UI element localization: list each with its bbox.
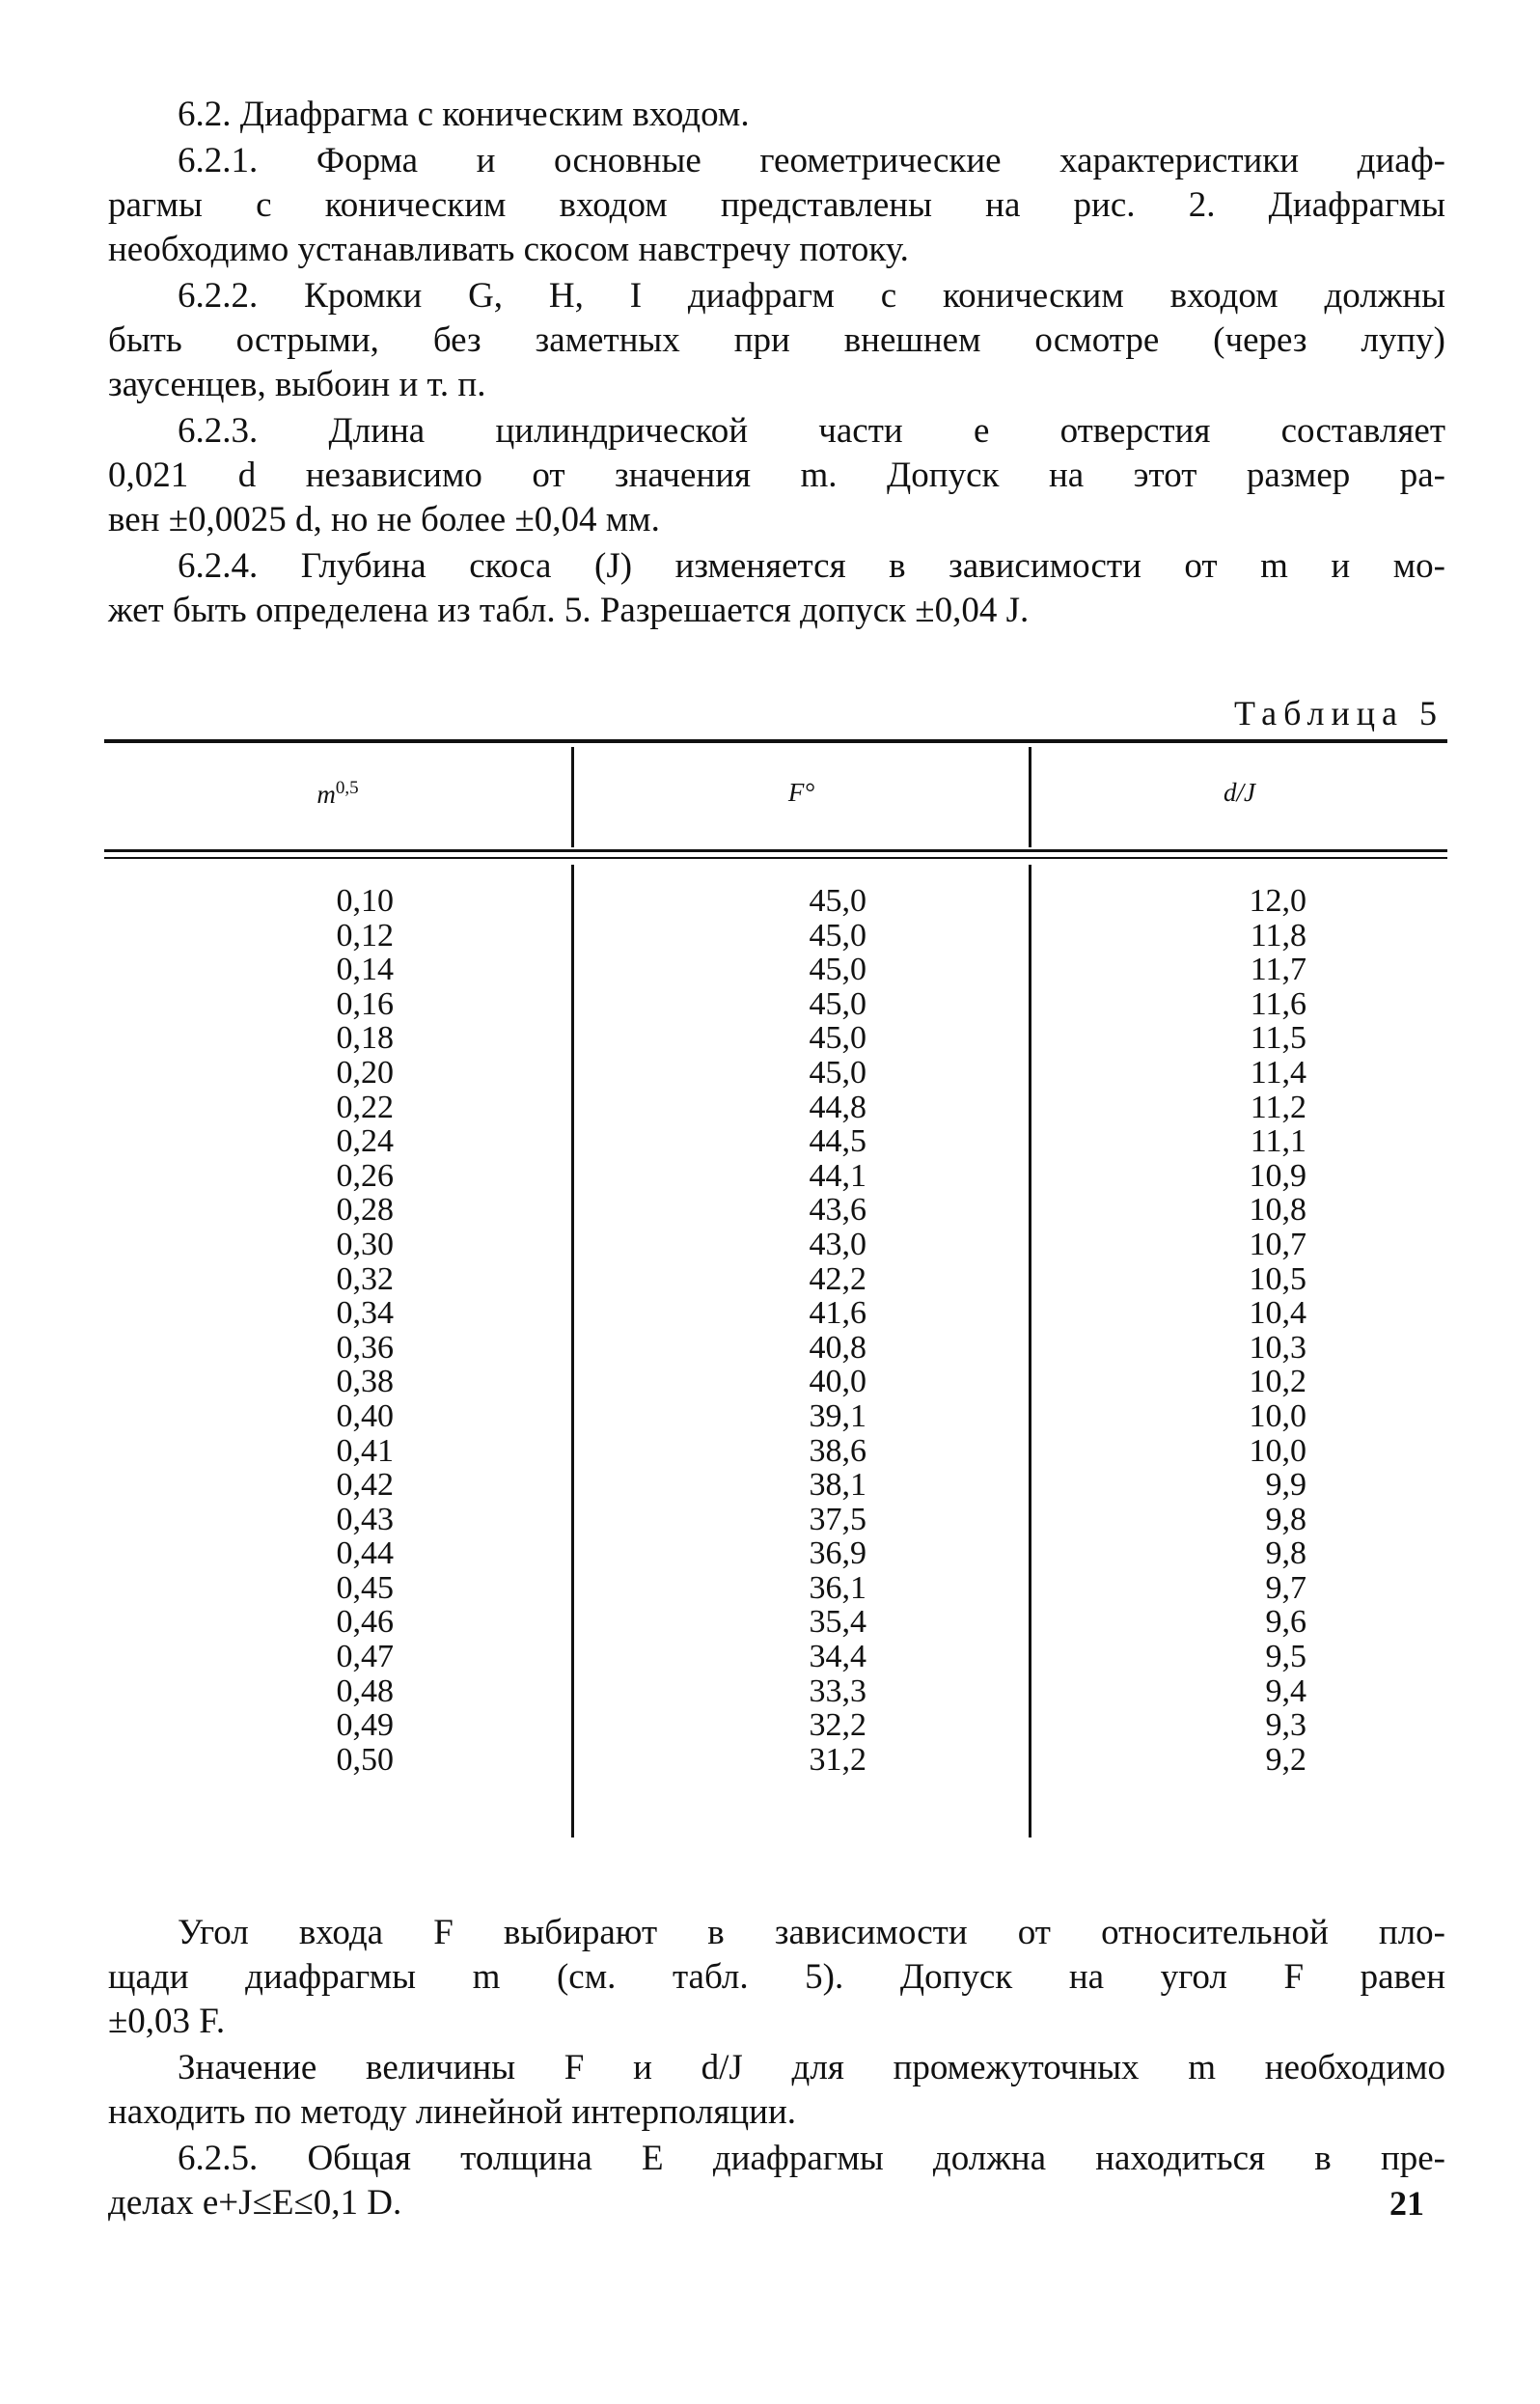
table-cell: 0,41	[336, 1432, 394, 1469]
table-cell: 0,34	[336, 1295, 394, 1332]
table-cell: 0,24	[336, 1123, 394, 1160]
table-cell: 0,47	[336, 1639, 394, 1675]
paragraph	[108, 544, 1445, 633]
table-cell: 0,49	[336, 1707, 394, 1744]
table-cell: 10,5	[1249, 1260, 1306, 1297]
text-line: вен ±0,0025 d, но не более ±0,04 мм.	[108, 500, 660, 539]
table-cell: 9,6	[1265, 1604, 1306, 1641]
table-cell: 32,2	[809, 1707, 866, 1744]
table-cell: 37,5	[809, 1501, 866, 1537]
table-cell: 0,16	[336, 985, 394, 1022]
table-cell: 10,3	[1249, 1329, 1306, 1366]
table-cell: 10,7	[1249, 1226, 1306, 1262]
table-cell: 45,0	[809, 1020, 866, 1057]
table-cell: 10,0	[1249, 1397, 1306, 1434]
table-cell: 45,0	[809, 1054, 866, 1091]
table-cell: 0,10	[336, 883, 394, 919]
table-cell: 11,8	[1250, 917, 1306, 953]
table-divider	[571, 865, 574, 1838]
text-line: 0,021 d независимо от значения m. Допуск на этот размер ра-	[108, 456, 1445, 495]
text-line: делах e+J≤E≤0,1 D.	[108, 2183, 402, 2223]
table-cell: 38,6	[809, 1432, 866, 1469]
table-cell: 0,14	[336, 952, 394, 988]
text-line: жет быть определена из табл. 5. Разрешается допуск ±0,04 J.	[108, 591, 1030, 630]
table-cell: 10,4	[1249, 1295, 1306, 1332]
text-line: Угол входа F выбирают в зависимости от относительной пло-	[178, 1913, 1445, 1952]
table-cell: 0,50	[336, 1741, 394, 1778]
table-cell: 11,2	[1250, 1089, 1306, 1125]
paragraph	[108, 1911, 1445, 2044]
table-header-d-over-j: d/J	[1224, 778, 1255, 807]
table-cell: 0,42	[336, 1467, 394, 1504]
table-cell: 44,8	[809, 1089, 866, 1125]
table-5	[104, 739, 1447, 1839]
table-caption: Таблица 5	[1234, 694, 1444, 732]
table-top-rule	[104, 739, 1447, 743]
table-cell: 34,4	[809, 1639, 866, 1675]
table-cell: 44,1	[809, 1157, 866, 1194]
table-cell: 11,1	[1250, 1123, 1306, 1160]
table-cell: 45,0	[809, 917, 866, 953]
table-cell: 42,2	[809, 1260, 866, 1297]
table-cell: 10,9	[1249, 1157, 1306, 1194]
table-cell: 39,1	[809, 1397, 866, 1434]
table-cell: 31,2	[809, 1741, 866, 1778]
table-cell: 38,1	[809, 1467, 866, 1504]
table-cell: 9,8	[1265, 1501, 1306, 1537]
table-cell: 10,2	[1249, 1364, 1306, 1400]
text-line: необходимо устанавливать скосом навстречу потоку.	[108, 230, 909, 269]
text-line: рагмы с коническим входом представлены на рис. 2. Диафрагмы	[108, 185, 1445, 225]
text-line: 6.2.3. Длина цилиндрической части e отверстия составляет	[178, 411, 1445, 451]
text-line: находить по методу линейной интерполяции.	[108, 2092, 797, 2132]
table-cell: 0,28	[336, 1192, 394, 1229]
table-cell: 36,1	[809, 1569, 866, 1606]
table-cell: 0,26	[336, 1157, 394, 1194]
table-cell: 0,48	[336, 1672, 394, 1709]
paragraph	[108, 409, 1445, 542]
table-cell: 40,0	[809, 1364, 866, 1400]
text-line: 6.2.4. Глубина скоса (J) изменяется в зависимости от m и мо-	[178, 546, 1445, 586]
table-cell: 45,0	[809, 985, 866, 1022]
table-cell: 43,6	[809, 1192, 866, 1229]
table-cell: 0,32	[336, 1260, 394, 1297]
table-cell: 9,9	[1265, 1467, 1306, 1504]
table-cell: 9,8	[1265, 1535, 1306, 1572]
paragraph	[108, 2046, 1445, 2135]
table-cell: 35,4	[809, 1604, 866, 1641]
text-line: 6.2.5. Общая толщина E диафрагмы должна находиться в пре-	[178, 2139, 1445, 2178]
table-header-rule-double	[104, 857, 1447, 859]
table-cell: 0,20	[336, 1054, 394, 1091]
table-cell: 0,30	[336, 1226, 394, 1262]
text-line: заусенцев, выбоин и т. п.	[108, 365, 486, 404]
table-cell: 0,38	[336, 1364, 394, 1400]
page-number: 21	[1389, 2184, 1424, 2223]
table-cell: 11,6	[1250, 985, 1306, 1022]
table-cell: 36,9	[809, 1535, 866, 1572]
table-cell: 33,3	[809, 1672, 866, 1709]
table-cell: 43,0	[809, 1226, 866, 1262]
paragraph	[108, 139, 1445, 272]
paragraph	[108, 274, 1445, 407]
table-cell: 9,2	[1265, 1741, 1306, 1778]
table-cell: 10,8	[1249, 1192, 1306, 1229]
table-cell: 9,7	[1265, 1569, 1306, 1606]
table-header-f-deg: F°	[787, 778, 815, 807]
table-cell: 0,36	[336, 1329, 394, 1366]
table-cell: 44,5	[809, 1123, 866, 1160]
text-line: быть острыми, без заметных при внешнем осмотре (через лупу)	[108, 320, 1445, 360]
table-cell: 9,3	[1265, 1707, 1306, 1744]
table-cell: 0,46	[336, 1604, 394, 1641]
table-cell: 9,4	[1265, 1672, 1306, 1709]
text-line: ±0,03 F.	[108, 2002, 226, 2041]
table-cell: 9,5	[1265, 1639, 1306, 1675]
table-cell: 45,0	[809, 952, 866, 988]
table-cell: 11,4	[1250, 1054, 1306, 1091]
text-line: Значение величины F и d/J для промежуточных m необходимо	[178, 2048, 1445, 2087]
table-column-d-over-j	[1204, 884, 1306, 1777]
table-cell: 0,22	[336, 1089, 394, 1125]
table-cell: 0,43	[336, 1501, 394, 1537]
table-header-rule	[104, 849, 1447, 852]
text-line: щади диафрагмы m (см. табл. 5). Допуск на угол F равен	[108, 1957, 1445, 1997]
table-divider	[1029, 865, 1031, 1838]
text-line: 6.2. Диафрагма с коническим входом.	[178, 95, 750, 134]
table-cell: 0,12	[336, 917, 394, 953]
table-column-m05	[297, 884, 394, 1777]
table-header-m05: $m^{0,5}$	[316, 778, 359, 809]
paragraph	[108, 2137, 1445, 2225]
table-cell: 11,5	[1250, 1020, 1306, 1057]
table-cell: 45,0	[809, 883, 866, 919]
table-cell: 41,6	[809, 1295, 866, 1332]
text-line: 6.2.2. Кромки G, H, I диафрагм с коническим входом должны	[178, 276, 1445, 316]
table-cell: 11,7	[1250, 952, 1306, 988]
table-cell: 40,8	[809, 1329, 866, 1366]
table-cell: 12,0	[1249, 883, 1306, 919]
paragraph	[108, 93, 1445, 137]
table-cell: 0,40	[336, 1397, 394, 1434]
table-column-f-deg	[760, 884, 866, 1777]
table-cell: 10,0	[1249, 1432, 1306, 1469]
table-cell: 0,44	[336, 1535, 394, 1572]
text-line: 6.2.1. Форма и основные геометрические характеристики диаф-	[178, 141, 1445, 180]
table-cell: 0,45	[336, 1569, 394, 1606]
table-cell: 0,18	[336, 1020, 394, 1057]
